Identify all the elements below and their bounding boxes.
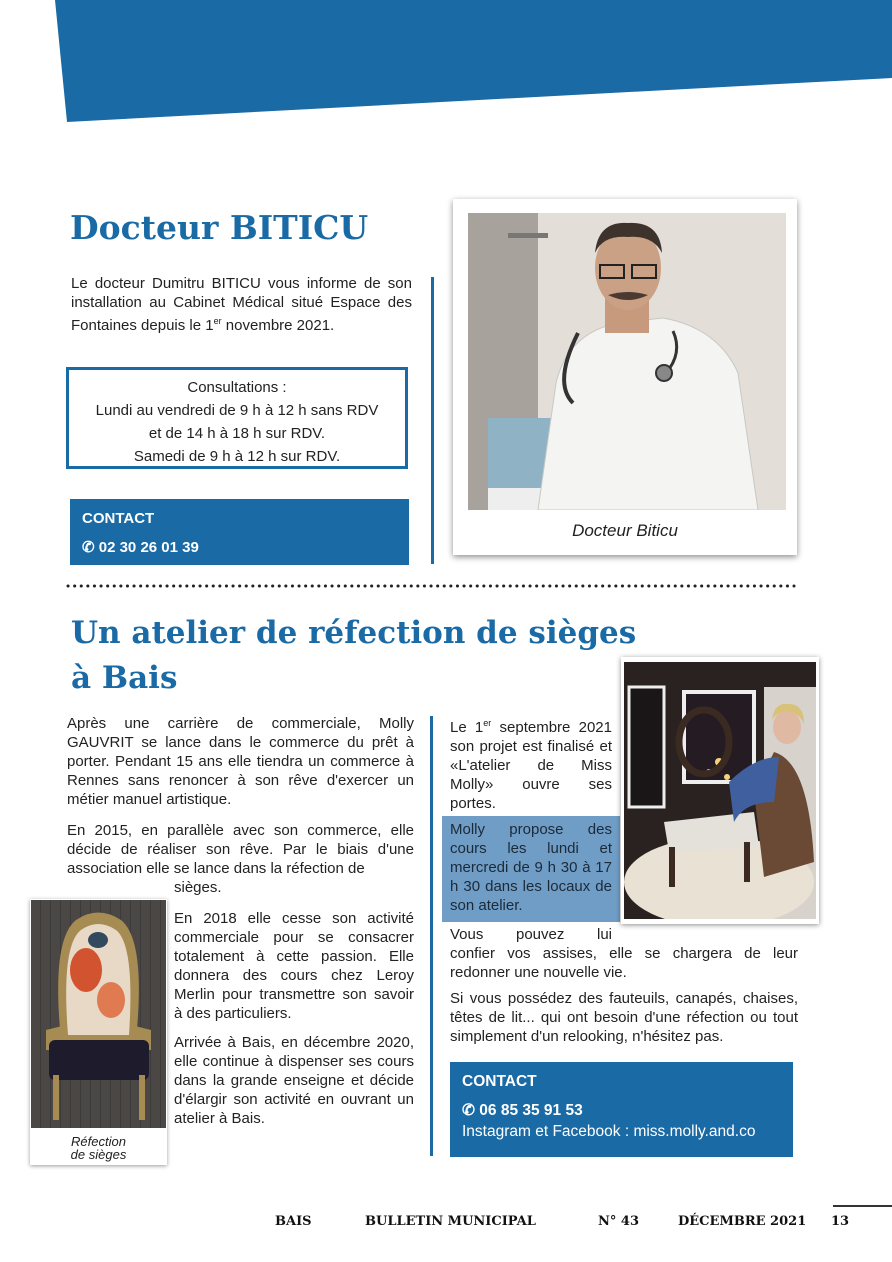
workshop-contact-social[interactable]: Instagram et Facebook : miss.molly.and.co xyxy=(462,1123,756,1140)
chair-photo-caption: Réfection de sièges xyxy=(70,1134,127,1162)
footer-town: BAIS xyxy=(275,1214,312,1229)
workshop-paragraph-2-end: sièges. xyxy=(174,879,222,896)
workshop-divider-line xyxy=(430,716,433,1156)
workshop-right-paragraph-4: Si vous possédez des fauteuils, canapés, chaises, têtes de lit... qui ont besoin d'une réfection ou tout simplement d'un relooking, n'hésitez pas. xyxy=(450,990,798,1045)
footer-issue: N° 43 xyxy=(598,1214,639,1229)
workshop-photo-frame xyxy=(621,657,819,924)
dotted-separator xyxy=(66,583,796,589)
consultation-hours-box xyxy=(66,367,408,469)
workshop-contact-phone[interactable]: ✆ 06 85 35 91 53 xyxy=(462,1102,583,1119)
doctor-photo-caption: Docteur Biticu xyxy=(572,521,678,540)
workshop-contact-label: CONTACT xyxy=(462,1073,537,1090)
doctor-divider-line xyxy=(431,277,434,564)
chair-photo-frame xyxy=(30,899,167,1165)
top-banner xyxy=(0,0,892,130)
workshop-right-paragraph-1: Le 1er septembre 2021 son projet est finalisé et «L'atelier de Miss Molly» ouvre ses portes. xyxy=(450,718,612,812)
workshop-courses-highlight: Molly propose des cours les lundi et mercredi de 9 h 30 à 17 h 30 dans les locaux de son atelier. xyxy=(442,816,620,922)
doctor-contact-box xyxy=(70,499,409,565)
workshop-contact-box xyxy=(450,1062,793,1157)
workshop-paragraph-4: Arrivée à Bais, en décembre 2020, elle continue à dispenser ses cours dans la grande enseigne et décide d'élargir son activité en ouvrant un atelier à Bais. xyxy=(174,1034,414,1127)
footer-publication: BULLETIN MUNICIPAL xyxy=(365,1214,536,1229)
doctor-article-title: Docteur BITICU xyxy=(70,208,369,247)
footer-date: DÉCEMBRE 2021 xyxy=(678,1214,807,1229)
workshop-paragraph-3: En 2018 elle cesse son activité commerciale pour se consacrer totalement à cette passion. Elle donnera des cours chez Leroy Merlin pour transmettre son savoir à des particuliers. xyxy=(174,910,414,1022)
hours-title: Consultations : xyxy=(187,379,287,396)
workshop-article-title: Un atelier de réfection de sièges à Bais xyxy=(71,615,637,696)
workshop-photo xyxy=(624,662,816,919)
workshop-paragraph-1: Après une carrière de commerciale, Molly GAUVRIT se lance dans le commerce du prêt à porter. Pendant 15 ans elle tiendra un commerce à Rennes sans renoncer à son rêve d'exercer un métier manuel artistique. xyxy=(67,715,414,808)
hours-line-3: Samedi de 9 h à 12 h sur RDV. xyxy=(133,448,341,465)
footer-page-number: 13 xyxy=(831,1214,850,1229)
hours-line-2: et de 14 h à 18 h sur RDV. xyxy=(148,425,326,442)
doctor-article-intro: Le docteur Dumitru BITICU vous informe de son installation au Cabinet Médical situé Espace des Fontaines depuis le 1er novembre 2021. xyxy=(71,275,412,334)
chair-photo xyxy=(31,900,166,1128)
doctor-contact-phone[interactable]: ✆ 02 30 26 01 39 xyxy=(82,539,199,556)
workshop-right-paragraph-3a: Vous pouvez lui xyxy=(450,926,612,943)
hours-line-1: Lundi au vendredi de 9 h à 12 h sans RDV xyxy=(95,402,379,419)
doctor-contact-label: CONTACT xyxy=(82,510,155,527)
doctor-photo-frame xyxy=(453,199,797,555)
workshop-paragraph-2: En 2015, en parallèle avec son commerce, elle décide de réaliser son rêve. Par le biais d'une association elle se lance dans la réfection de xyxy=(67,822,414,877)
footer-rule xyxy=(833,1205,892,1207)
workshop-right-paragraph-3b: confier vos assises, elle se chargera de leur redonner une nouvelle vie. xyxy=(450,945,798,981)
doctor-photo xyxy=(468,213,786,510)
